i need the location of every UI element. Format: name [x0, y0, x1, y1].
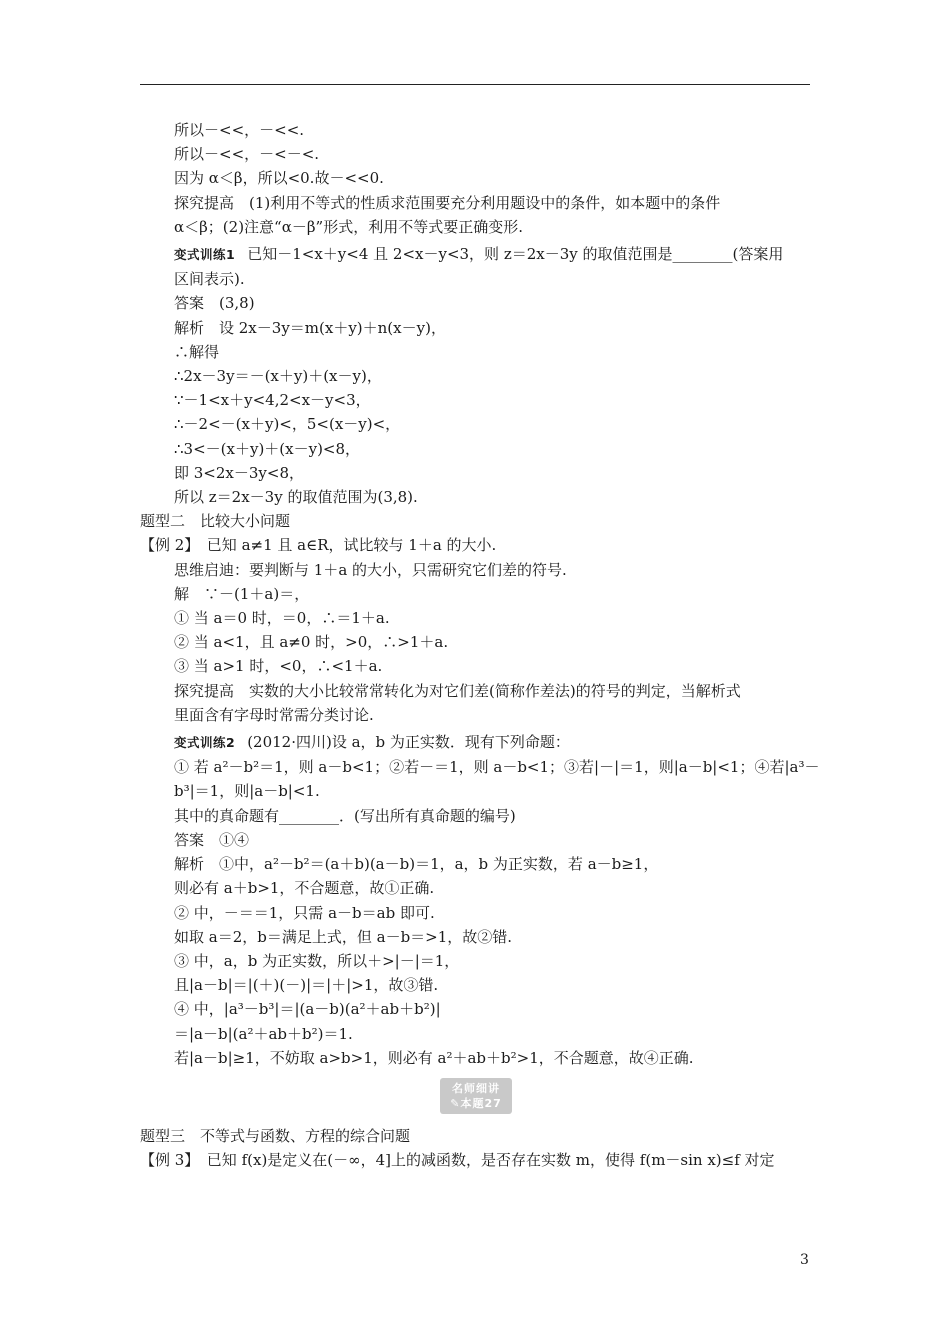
text-line: 所以 z＝2x－3y 的取值范围为(3,8). — [174, 488, 418, 507]
variant-exercise-tag: 变式训练1 — [174, 247, 236, 263]
example-2-heading: 【例 2】 已知 a≠1 且 a∈R，试比较与 1＋a 的大小. — [140, 536, 497, 555]
text-line: ① 当 a＝0 时，＝0，∴＝1＋a. — [174, 609, 390, 628]
text-line: 解 ∵－(1＋a)＝， — [174, 584, 310, 603]
variant-exercise-2 — [140, 730, 812, 755]
text-line: 所以－<<，－<－<. — [174, 145, 320, 164]
solution-line: 解析 设 2x－3y＝m(x＋y)＋n(x－y)， — [174, 318, 446, 337]
text-line: 里面含有字母时常需分类讨论. — [174, 705, 374, 724]
tanjiu-tigao-line: 探究提高 (1)利用不等式的性质求范围要充分利用题设中的条件，如本题中的条件 — [174, 193, 721, 212]
solution-line: 解析 ①中，a²－b²＝(a＋b)(a－b)＝1，a，b 为正实数，若 a－b≥1， — [174, 855, 659, 874]
exercise-question: 已知－1<x＋y<4 且 2<x－y<3，则 z＝2x－3y 的取值范围是________(答案用 — [247, 245, 784, 264]
text-line: α＜β；(2)注意“α－β”形式，利用不等式要正确变形. — [174, 217, 523, 236]
text-line: 思维启迪：要判断与 1＋a 的大小，只需研究它们差的符号. — [174, 560, 567, 579]
text-line: 区间表示). — [174, 270, 245, 289]
teacher-explain-badge-wrap — [140, 1078, 812, 1118]
page-content — [140, 118, 820, 1172]
text-line: 其中的真命题有________．(写出所有真命题的编号) — [174, 806, 516, 825]
text-line: b³|＝1，则|a－b|<1. — [174, 782, 320, 801]
text-line: 因为 α＜β，所以<0.故－<<0. — [174, 169, 384, 188]
text-line: ④ 中，|a³－b³|＝|(a－b)(a²＋ab＋b²)| — [174, 1000, 441, 1019]
text-line: ∵－1<x＋y<4,2<x－y<3， — [174, 391, 371, 410]
text-line: ② 中，－＝＝1，只需 a－b＝ab 即可. — [174, 903, 435, 922]
example-3-heading: 【例 3】 已知 f(x)是定义在(－∞，4]上的减函数，是否存在实数 m，使得 f(m－sin x)≤f 对定 — [140, 1151, 775, 1170]
text-line: ∴3<－(x＋y)＋(x－y)<8， — [174, 439, 361, 458]
text-line: 即 3<2x－3y<8， — [174, 463, 305, 482]
text-line: 则必有 a＋b>1，不合题意，故①正确. — [174, 879, 435, 898]
section-heading-3: 题型三 不等式与函数、方程的综合问题 — [140, 1126, 411, 1145]
answer-line: 答案 ①④ — [174, 830, 250, 849]
text-line: ① 若 a²－b²＝1，则 a－b<1；②若－＝1，则 a－b<1；③若|－|＝1，则|a－b|<1；④若|a³－ — [174, 758, 820, 777]
badge-line-2: ✎本题27 — [450, 1096, 502, 1110]
answer-line: 答案 (3,8) — [174, 294, 255, 313]
text-line: 如取 a＝2，b＝满足上式，但 a－b＝>1，故②错. — [174, 927, 513, 946]
text-line: ＝|a－b|(a²＋ab＋b²)＝1. — [174, 1024, 353, 1043]
text-line: 若|a－b|≥1，不妨取 a>b>1，则必有 a²＋ab＋b²>1，不合题意，故④正确. — [174, 1048, 694, 1067]
teacher-explain-badge[interactable] — [440, 1078, 512, 1114]
exercise-question: (2012·四川)设 a，b 为正实数．现有下列命题： — [247, 733, 570, 752]
section-heading-2: 题型二 比较大小问题 — [140, 512, 291, 531]
text-line: ∴解得 — [174, 342, 220, 361]
header-rule — [140, 84, 810, 85]
text-line: ③ 当 a>1 时，<0，∴<1＋a. — [174, 657, 383, 676]
tanjiu-tigao-line: 探究提高 实数的大小比较常常转化为对它们差(简称作差法)的符号的判定，当解析式 — [174, 681, 741, 700]
text-line: ∴－2<－(x＋y)<，5<(x－y)<， — [174, 415, 401, 434]
text-line: ∴2x－3y＝－(x＋y)＋(x－y)， — [174, 367, 382, 386]
edit-icon: ✎ — [450, 1096, 461, 1110]
variant-exercise-tag: 变式训练2 — [174, 735, 236, 751]
page-number: 3 — [800, 1252, 809, 1268]
variant-exercise-1 — [140, 242, 812, 267]
badge-line-1: 名师细讲 — [452, 1081, 500, 1095]
text-line: ② 当 a<1，且 a≠0 时，>0，∴>1＋a. — [174, 633, 449, 652]
text-line: ③ 中，a，b 为正实数，所以＋>|－|＝1， — [174, 951, 460, 970]
text-line: 且|a－b|＝|(＋)(－)|＝|＋|>1，故③错. — [174, 976, 439, 995]
text-line: 所以－<<，－<<. — [174, 121, 305, 139]
